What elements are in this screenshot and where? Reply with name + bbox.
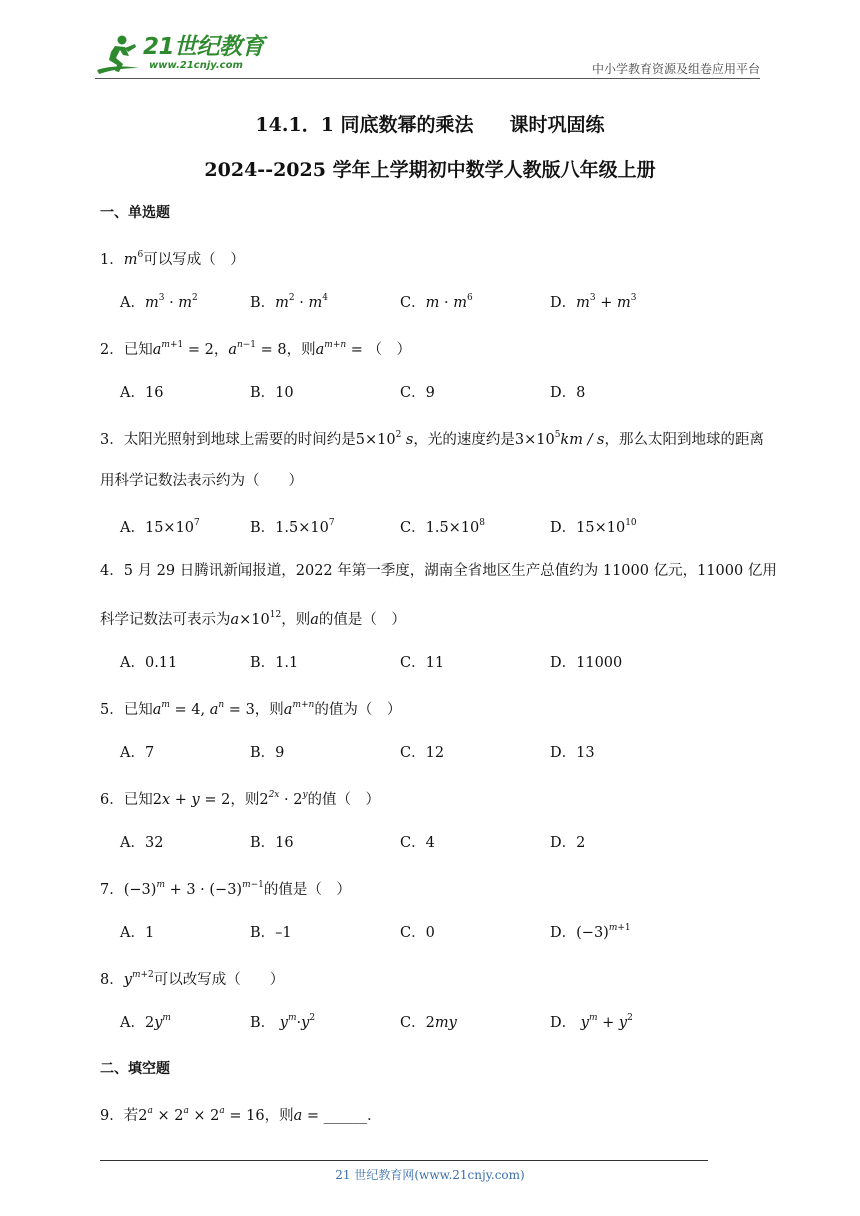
option-b[interactable]: B．1.1 bbox=[250, 655, 299, 671]
header-divider bbox=[95, 78, 760, 79]
answer-blank[interactable]: ______． bbox=[323, 1107, 382, 1124]
option-a[interactable]: A．1 bbox=[120, 925, 155, 941]
question-7: 7．$(-3)^m + 3 \cdot (-3)^{m-1}$的值是（ ） bbox=[100, 880, 351, 898]
option-c[interactable]: C．12 bbox=[400, 745, 445, 761]
question-5: 5．已知$a^m = 4$, $a^n = 3$，则$a^{m+n}$的值为（ ） bbox=[100, 700, 402, 718]
question-3: 3．太阳光照射到地球上需要的时间约是$5\times 10^2$ s，光的速度约是$3\times 10^5km / s$，那么太阳到地球的距离 bbox=[100, 430, 765, 448]
question-7-options bbox=[120, 921, 760, 941]
option-b[interactable]: B．–1 bbox=[250, 925, 292, 941]
option-d[interactable]: D．8 bbox=[550, 385, 586, 401]
option-b[interactable]: B．9 bbox=[250, 745, 285, 761]
option-a[interactable]: A．$2y^m$ bbox=[120, 1013, 171, 1031]
question-8-options bbox=[120, 1011, 760, 1031]
question-6: 6．已知2x + y = 2，则$2^{2x} \cdot 2^y$的值（ ） bbox=[100, 790, 381, 808]
option-b[interactable]: B．$m^2 \cdot m^4$ bbox=[250, 293, 328, 311]
option-c[interactable]: C．9 bbox=[400, 385, 435, 401]
option-c[interactable]: C．2my bbox=[400, 1015, 457, 1031]
option-a[interactable]: A．0.11 bbox=[120, 655, 178, 671]
section-single-choice: 一、单选题 bbox=[100, 205, 170, 221]
logo-url-text: www.21cnjy.com bbox=[149, 60, 243, 71]
option-a[interactable]: A．32 bbox=[120, 835, 164, 851]
option-b[interactable]: B．$1.5\times 10^7$ bbox=[250, 518, 335, 536]
page-title: 14.1．1 同底数幂的乘法 课时巩固练 bbox=[255, 114, 605, 136]
question-4-line2: 科学记数法可表示为$a\times 10^{12}$，则a的值是（ ） bbox=[100, 610, 406, 628]
header-platform-text: 中小学教育资源及组卷应用平台 bbox=[591, 62, 760, 76]
question-2: 2．已知$a^{m+1} = 2$，$a^{n-1} = 8$，则$a^{m+n}$ = （ ） bbox=[100, 340, 412, 358]
question-9: 9．若$2^a \times 2^a \times 2^a = 16$，则a = ______． bbox=[100, 1106, 382, 1124]
option-d[interactable]: D．13 bbox=[550, 745, 595, 761]
option-c[interactable]: C．11 bbox=[400, 655, 445, 671]
page-subtitle: 2024--2025 学年上学期初中数学人教版八年级上册 bbox=[204, 159, 656, 181]
page-header bbox=[95, 34, 760, 80]
section-fill-blank: 二、填空题 bbox=[100, 1061, 170, 1077]
footer-link[interactable]: 21 世纪教育网(www.21cnjy.com) bbox=[335, 1168, 525, 1182]
question-1-options bbox=[120, 291, 760, 311]
question-6-options bbox=[120, 831, 760, 851]
option-d[interactable]: D． $y^m + y^2$ bbox=[550, 1013, 633, 1031]
option-a[interactable]: A．$m^3 \cdot m^2$ bbox=[120, 293, 198, 311]
option-c[interactable]: C．$m \cdot m^6$ bbox=[400, 293, 473, 311]
option-d[interactable]: D．$(-3)^{m+1}$ bbox=[550, 923, 631, 941]
question-4-options bbox=[120, 651, 760, 671]
question-1: 1．$m^6$可以写成（ ） bbox=[100, 250, 245, 268]
runner-logo-icon bbox=[95, 34, 141, 76]
option-d[interactable]: D．2 bbox=[550, 835, 586, 851]
option-d[interactable]: D．$15\times 10^{10}$ bbox=[550, 518, 637, 536]
question-3-options bbox=[120, 516, 760, 536]
question-5-options bbox=[120, 741, 760, 761]
question-2-options bbox=[120, 381, 760, 401]
question-4: 4．5 月 29 日腾讯新闻报道，2022 年第一季度，湖南全省地区生产总值约为 11000 亿元，11000 亿用 bbox=[100, 563, 777, 579]
question-8: 8．$y^{m+2}$可以改写成（ ） bbox=[100, 970, 285, 988]
option-d[interactable]: D．11000 bbox=[550, 655, 623, 671]
option-a[interactable]: A．$15\times 10^7$ bbox=[120, 518, 200, 536]
option-a[interactable]: A．16 bbox=[120, 385, 164, 401]
option-b[interactable]: B．10 bbox=[250, 385, 294, 401]
site-logo[interactable] bbox=[95, 34, 264, 76]
option-c[interactable]: C．4 bbox=[400, 835, 435, 851]
logo-main-text: 21世纪教育 bbox=[143, 34, 265, 60]
option-c[interactable]: C．0 bbox=[400, 925, 435, 941]
option-c[interactable]: C．$1.5\times 10^8$ bbox=[400, 518, 486, 536]
footer-divider bbox=[100, 1160, 708, 1161]
option-a[interactable]: A．7 bbox=[120, 745, 155, 761]
option-b[interactable]: B．16 bbox=[250, 835, 294, 851]
question-3-line2: 用科学记数法表示约为（ ） bbox=[100, 473, 303, 489]
option-d[interactable]: D．$m^3 + m^3$ bbox=[550, 293, 637, 311]
option-b[interactable]: B． $y^m\cdot y^2$ bbox=[250, 1013, 316, 1031]
